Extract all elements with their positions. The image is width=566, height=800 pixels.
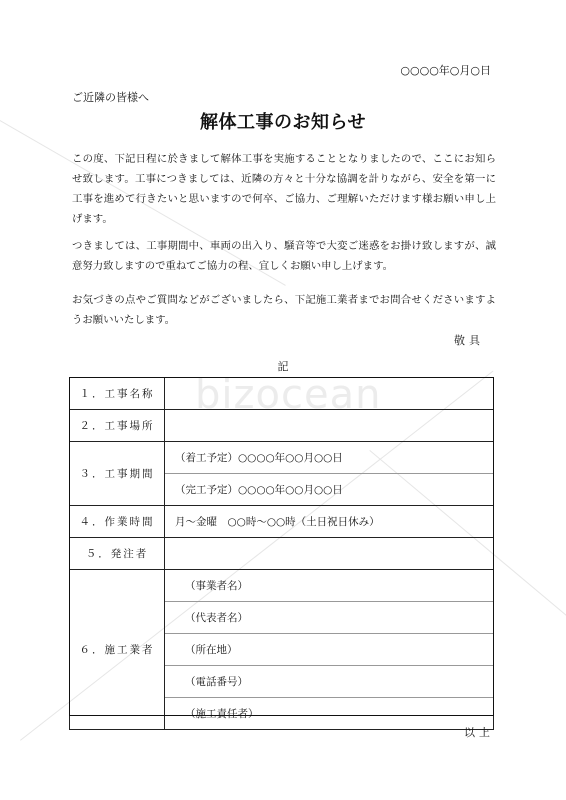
name-value — [165, 378, 494, 410]
contractor-address: （所在地） — [165, 634, 494, 666]
place-value — [165, 410, 494, 442]
contractor-phone: （電話番号） — [165, 666, 494, 698]
place-label: ２．工事場所 — [70, 410, 165, 442]
closing-ijo: 以上 — [464, 726, 494, 739]
contractor-representative: （代表者名） — [165, 602, 494, 634]
hours-label: ４．作業時間 — [70, 506, 165, 538]
name-label: １．工事名称 — [70, 378, 165, 410]
body-paragraph-2: つきましては、工事期間中、車両の出入り、騒音等で大変ご迷惑をお掛け致しますが、誠意努力致しますので重ねてご協力の程、宜しくお願い申し上げます。 — [72, 240, 496, 272]
period-end: （完工予定）○○○○年○○月○○日 — [165, 474, 494, 506]
period-start: （着工予定）○○○○年○○月○○日 — [165, 442, 494, 474]
watermark-logo: bizocean — [195, 372, 382, 418]
body-paragraph-1: この度、下記日程に於きまして解体工事を実施することとなりましたので、ここにお知らせ致します。工事につきましては、近隣の方々と十分な協調を計りながら、安全を第一に工事を進めて行きたいと思いますので何卒、ご協力、ご理解いただけます様お願い申し上げます。 — [72, 153, 496, 225]
table-row-place — [70, 410, 494, 442]
table-row-client — [70, 538, 494, 570]
period-label: ３．工事期間 — [70, 442, 165, 506]
construction-info-table — [69, 377, 494, 730]
table-row-contractor-1 — [70, 570, 494, 602]
contractor-company: （事業者名） — [165, 570, 494, 602]
client-label: ５．発注者 — [70, 538, 165, 570]
table-row-name — [70, 378, 494, 410]
recipient: ご近隣の皆様へ — [72, 91, 149, 104]
contractor-label: ６．施工業者 — [70, 570, 165, 730]
client-value — [165, 538, 494, 570]
contractor-manager: （施工責任者） — [165, 698, 494, 730]
table-row-period-start — [70, 442, 494, 474]
hours-value: 月～金曜 ○○時～○○時（土日祝日休み） — [165, 506, 494, 538]
table-row-hours — [70, 506, 494, 538]
document-date: ○○○○年○月○日 — [400, 64, 491, 77]
body-paragraph-3: お気づきの点やご質問などがございましたら、下記施工業者までお問合せくださいますようお願いいたします。 — [72, 294, 496, 326]
page-title: 解体工事のお知らせ — [200, 112, 366, 133]
ki-heading: 記 — [277, 360, 289, 373]
closing-keigu: 敬具 — [454, 334, 484, 347]
